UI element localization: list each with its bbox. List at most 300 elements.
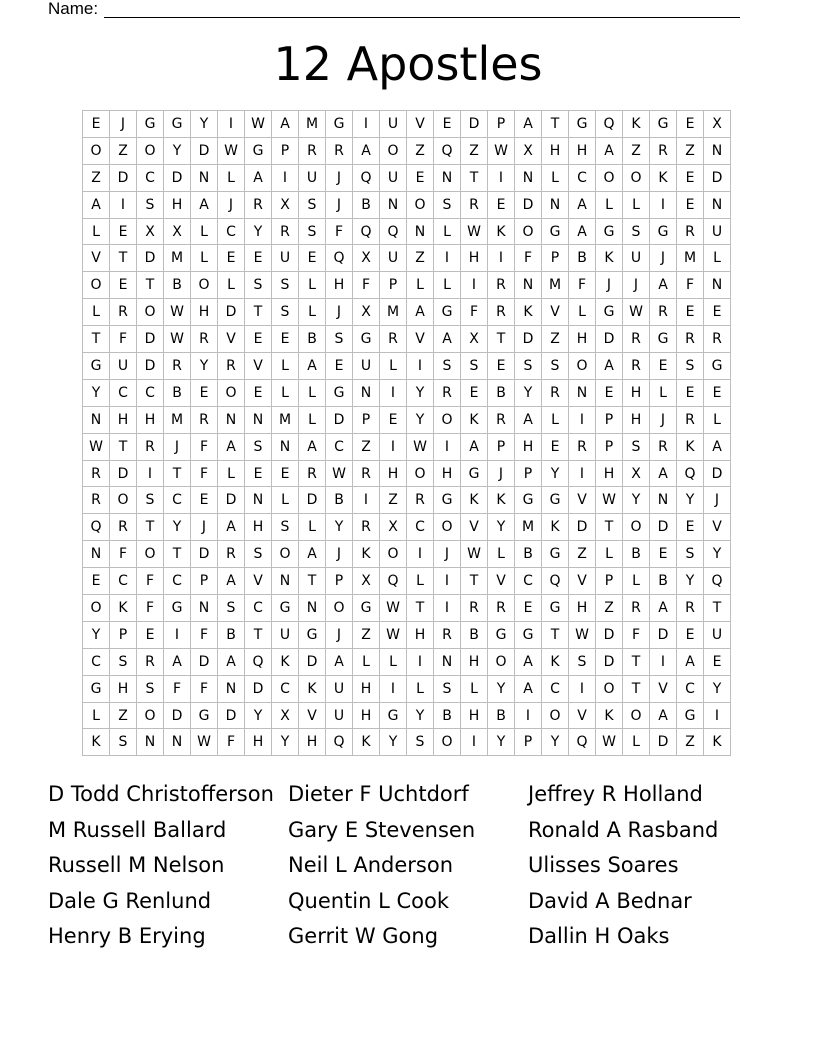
grid-cell: Z: [380, 487, 407, 514]
grid-cell: I: [110, 192, 137, 219]
grid-cell: E: [83, 111, 110, 138]
grid-cell: O: [407, 461, 434, 488]
grid-cell: R: [677, 219, 704, 246]
grid-cell: E: [704, 649, 731, 676]
grid-cell: Q: [704, 568, 731, 595]
grid-cell: O: [272, 541, 299, 568]
grid-cell: L: [299, 299, 326, 326]
grid-cell: K: [110, 595, 137, 622]
grid-cell: T: [407, 595, 434, 622]
grid-cell: A: [650, 703, 677, 730]
grid-cell: H: [353, 676, 380, 703]
word-list-item: David A Bednar: [528, 888, 692, 913]
grid-cell: W: [83, 434, 110, 461]
grid-cell: Y: [488, 514, 515, 541]
grid-cell: Y: [326, 514, 353, 541]
grid-cell: D: [596, 649, 623, 676]
name-line: [48, 0, 740, 18]
grid-cell: N: [218, 407, 245, 434]
grid-cell: V: [704, 514, 731, 541]
grid-cell: L: [380, 353, 407, 380]
grid-cell: Z: [677, 138, 704, 165]
grid-cell: T: [299, 568, 326, 595]
grid-cell: B: [515, 541, 542, 568]
grid-cell: H: [137, 407, 164, 434]
grid-cell: I: [164, 622, 191, 649]
grid-cell: E: [407, 165, 434, 192]
grid-cell: E: [137, 622, 164, 649]
grid-cell: N: [704, 138, 731, 165]
grid-cell: G: [326, 111, 353, 138]
grid-cell: N: [137, 729, 164, 756]
grid-cell: D: [218, 299, 245, 326]
grid-cell: C: [245, 595, 272, 622]
grid-cell: C: [137, 380, 164, 407]
grid-cell: Z: [353, 622, 380, 649]
grid-cell: T: [245, 622, 272, 649]
grid-cell: R: [407, 487, 434, 514]
grid-cell: X: [704, 111, 731, 138]
grid-cell: F: [353, 272, 380, 299]
grid-cell: K: [299, 676, 326, 703]
grid-cell: C: [515, 568, 542, 595]
grid-cell: K: [461, 487, 488, 514]
grid-cell: R: [434, 380, 461, 407]
grid-cell: C: [110, 380, 137, 407]
grid-cell: U: [380, 111, 407, 138]
grid-cell: S: [434, 353, 461, 380]
word-list-item: Dallin H Oaks: [528, 924, 670, 949]
grid-cell: B: [569, 245, 596, 272]
grid-cell: I: [380, 434, 407, 461]
grid-cell: R: [299, 461, 326, 488]
grid-cell: L: [623, 729, 650, 756]
grid-cell: L: [191, 219, 218, 246]
grid-cell: W: [164, 326, 191, 353]
grid-cell: L: [407, 272, 434, 299]
grid-cell: L: [407, 568, 434, 595]
grid-cell: E: [245, 461, 272, 488]
grid-cell: L: [596, 541, 623, 568]
grid-cell: J: [704, 487, 731, 514]
grid-cell: Z: [353, 434, 380, 461]
grid-cell: N: [515, 165, 542, 192]
grid-cell: T: [623, 649, 650, 676]
grid-cell: O: [596, 165, 623, 192]
grid-cell: J: [191, 514, 218, 541]
grid-cell: T: [461, 165, 488, 192]
grid-cell: F: [677, 272, 704, 299]
grid-cell: D: [650, 622, 677, 649]
grid-cell: V: [299, 703, 326, 730]
grid-cell: Y: [245, 219, 272, 246]
grid-cell: W: [218, 138, 245, 165]
grid-cell: G: [542, 487, 569, 514]
grid-cell: W: [326, 461, 353, 488]
grid-cell: K: [542, 649, 569, 676]
grid-cell: S: [461, 353, 488, 380]
grid-cell: E: [677, 299, 704, 326]
grid-cell: O: [623, 703, 650, 730]
grid-cell: S: [623, 219, 650, 246]
grid-cell: Q: [380, 219, 407, 246]
grid-cell: L: [488, 541, 515, 568]
grid-cell: B: [461, 622, 488, 649]
grid-cell: L: [218, 165, 245, 192]
grid-cell: H: [164, 192, 191, 219]
grid-cell: L: [272, 353, 299, 380]
grid-cell: A: [461, 434, 488, 461]
grid-cell: Q: [542, 568, 569, 595]
grid-cell: O: [434, 514, 461, 541]
grid-cell: Y: [623, 487, 650, 514]
grid-cell: E: [515, 595, 542, 622]
grid-cell: K: [488, 219, 515, 246]
grid-cell: G: [596, 299, 623, 326]
grid-cell: T: [164, 541, 191, 568]
grid-cell: P: [515, 461, 542, 488]
grid-cell: B: [434, 703, 461, 730]
grid-cell: F: [191, 461, 218, 488]
grid-cell: Q: [677, 461, 704, 488]
grid-cell: K: [461, 407, 488, 434]
grid-cell: A: [434, 326, 461, 353]
word-list-item: Quentin L Cook: [288, 888, 450, 913]
grid-cell: H: [407, 622, 434, 649]
grid-cell: D: [218, 487, 245, 514]
grid-cell: P: [596, 434, 623, 461]
grid-cell: C: [677, 676, 704, 703]
grid-cell: A: [83, 192, 110, 219]
grid-cell: V: [245, 353, 272, 380]
grid-cell: G: [542, 219, 569, 246]
grid-cell: R: [380, 326, 407, 353]
grid-cell: W: [596, 487, 623, 514]
grid-cell: T: [623, 676, 650, 703]
grid-cell: A: [407, 299, 434, 326]
grid-cell: I: [272, 165, 299, 192]
grid-cell: M: [272, 407, 299, 434]
grid-cell: O: [137, 541, 164, 568]
grid-cell: R: [83, 487, 110, 514]
grid-cell: U: [299, 165, 326, 192]
grid-cell: O: [218, 380, 245, 407]
grid-cell: H: [461, 703, 488, 730]
grid-cell: D: [137, 245, 164, 272]
grid-cell: I: [380, 380, 407, 407]
grid-cell: K: [272, 649, 299, 676]
grid-cell: T: [542, 622, 569, 649]
grid-cell: E: [461, 380, 488, 407]
grid-cell: A: [245, 165, 272, 192]
grid-cell: E: [191, 487, 218, 514]
grid-cell: G: [164, 595, 191, 622]
grid-cell: Y: [272, 729, 299, 756]
grid-cell: S: [218, 595, 245, 622]
grid-cell: Q: [326, 729, 353, 756]
grid-cell: U: [326, 676, 353, 703]
grid-cell: I: [434, 245, 461, 272]
grid-cell: C: [407, 514, 434, 541]
grid-cell: S: [515, 353, 542, 380]
grid-cell: M: [299, 111, 326, 138]
grid-cell: D: [515, 326, 542, 353]
grid-cell: S: [299, 219, 326, 246]
grid-cell: F: [110, 326, 137, 353]
grid-cell: C: [83, 649, 110, 676]
grid-cell: R: [191, 326, 218, 353]
grid-cell: Y: [488, 676, 515, 703]
grid-cell: O: [326, 595, 353, 622]
grid-cell: E: [596, 380, 623, 407]
grid-cell: Z: [110, 138, 137, 165]
grid-cell: V: [569, 568, 596, 595]
grid-cell: L: [407, 676, 434, 703]
grid-cell: X: [272, 192, 299, 219]
grid-cell: Z: [110, 703, 137, 730]
grid-cell: G: [434, 299, 461, 326]
grid-cell: E: [218, 245, 245, 272]
grid-cell: P: [191, 568, 218, 595]
grid-cell: N: [272, 434, 299, 461]
grid-cell: T: [596, 514, 623, 541]
grid-cell: B: [164, 380, 191, 407]
page-title: 12 Apostles: [273, 37, 543, 91]
grid-cell: L: [83, 703, 110, 730]
grid-cell: T: [245, 299, 272, 326]
grid-cell: S: [299, 192, 326, 219]
grid-cell: X: [515, 138, 542, 165]
grid-cell: K: [677, 434, 704, 461]
grid-cell: W: [569, 622, 596, 649]
grid-cell: I: [434, 595, 461, 622]
grid-cell: R: [434, 622, 461, 649]
grid-cell: J: [488, 461, 515, 488]
grid-cell: E: [677, 380, 704, 407]
grid-cell: H: [434, 461, 461, 488]
grid-cell: N: [83, 541, 110, 568]
grid-cell: A: [650, 595, 677, 622]
grid-cell: E: [110, 219, 137, 246]
grid-cell: P: [542, 245, 569, 272]
grid-cell: Z: [407, 245, 434, 272]
grid-cell: Z: [569, 541, 596, 568]
grid-cell: V: [461, 514, 488, 541]
word-search-grid: [82, 110, 731, 756]
grid-cell: T: [488, 326, 515, 353]
grid-cell: C: [218, 219, 245, 246]
grid-cell: D: [299, 649, 326, 676]
grid-cell: S: [623, 434, 650, 461]
grid-cell: T: [704, 595, 731, 622]
grid-cell: J: [650, 245, 677, 272]
grid-cell: I: [407, 649, 434, 676]
grid-cell: W: [461, 219, 488, 246]
grid-cell: Z: [461, 138, 488, 165]
grid-cell: T: [83, 326, 110, 353]
grid-cell: S: [569, 649, 596, 676]
grid-cell: F: [461, 299, 488, 326]
grid-cell: N: [515, 272, 542, 299]
grid-cell: Y: [83, 622, 110, 649]
grid-cell: K: [542, 514, 569, 541]
grid-cell: E: [677, 192, 704, 219]
grid-cell: G: [677, 703, 704, 730]
grid-cell: S: [434, 192, 461, 219]
grid-cell: I: [353, 487, 380, 514]
grid-cell: T: [137, 514, 164, 541]
grid-cell: H: [353, 703, 380, 730]
grid-cell: V: [488, 568, 515, 595]
grid-cell: O: [623, 165, 650, 192]
grid-cell: E: [704, 380, 731, 407]
grid-cell: V: [245, 568, 272, 595]
grid-cell: B: [218, 622, 245, 649]
grid-cell: B: [488, 380, 515, 407]
grid-cell: E: [110, 272, 137, 299]
grid-cell: O: [434, 729, 461, 756]
grid-cell: E: [272, 326, 299, 353]
grid-cell: H: [569, 326, 596, 353]
grid-cell: R: [569, 434, 596, 461]
grid-cell: H: [245, 514, 272, 541]
grid-cell: L: [191, 245, 218, 272]
grid-cell: Y: [191, 353, 218, 380]
grid-cell: W: [164, 299, 191, 326]
grid-cell: E: [245, 245, 272, 272]
grid-cell: S: [137, 192, 164, 219]
grid-cell: U: [110, 353, 137, 380]
grid-cell: Y: [704, 676, 731, 703]
grid-cell: C: [326, 434, 353, 461]
grid-cell: G: [542, 541, 569, 568]
grid-cell: I: [650, 192, 677, 219]
grid-cell: A: [515, 111, 542, 138]
grid-cell: A: [650, 461, 677, 488]
grid-cell: V: [218, 326, 245, 353]
grid-cell: D: [596, 326, 623, 353]
grid-cell: Y: [677, 568, 704, 595]
grid-cell: K: [650, 165, 677, 192]
grid-cell: I: [353, 111, 380, 138]
grid-cell: R: [110, 299, 137, 326]
grid-cell: F: [191, 622, 218, 649]
grid-cell: D: [218, 703, 245, 730]
grid-cell: L: [623, 568, 650, 595]
grid-cell: I: [434, 434, 461, 461]
grid-cell: R: [488, 272, 515, 299]
grid-cell: X: [353, 568, 380, 595]
grid-cell: O: [137, 299, 164, 326]
grid-cell: V: [407, 111, 434, 138]
grid-cell: O: [623, 514, 650, 541]
grid-cell: Y: [164, 514, 191, 541]
grid-cell: E: [677, 514, 704, 541]
grid-cell: W: [407, 434, 434, 461]
grid-cell: X: [380, 514, 407, 541]
word-list-item: Gary E Stevensen: [288, 817, 476, 842]
grid-cell: R: [218, 541, 245, 568]
grid-cell: R: [137, 649, 164, 676]
grid-cell: M: [164, 407, 191, 434]
grid-cell: E: [677, 165, 704, 192]
grid-cell: L: [353, 649, 380, 676]
grid-cell: I: [488, 165, 515, 192]
grid-cell: D: [461, 111, 488, 138]
grid-cell: Q: [596, 111, 623, 138]
grid-cell: N: [569, 380, 596, 407]
grid-cell: G: [704, 353, 731, 380]
grid-cell: R: [704, 326, 731, 353]
grid-cell: J: [596, 272, 623, 299]
grid-cell: A: [596, 353, 623, 380]
grid-cell: G: [380, 703, 407, 730]
grid-cell: R: [461, 595, 488, 622]
grid-cell: G: [353, 595, 380, 622]
grid-cell: K: [704, 729, 731, 756]
grid-cell: L: [623, 192, 650, 219]
grid-cell: Z: [596, 595, 623, 622]
grid-cell: X: [353, 299, 380, 326]
grid-cell: R: [137, 434, 164, 461]
grid-cell: W: [623, 299, 650, 326]
grid-cell: Y: [407, 380, 434, 407]
grid-cell: L: [569, 299, 596, 326]
grid-cell: R: [650, 299, 677, 326]
grid-cell: U: [704, 219, 731, 246]
grid-cell: G: [650, 326, 677, 353]
grid-cell: E: [83, 568, 110, 595]
grid-cell: Y: [191, 111, 218, 138]
grid-cell: R: [623, 353, 650, 380]
grid-cell: L: [83, 219, 110, 246]
grid-cell: O: [380, 541, 407, 568]
grid-cell: A: [164, 649, 191, 676]
grid-cell: R: [542, 380, 569, 407]
grid-cell: B: [650, 568, 677, 595]
grid-cell: E: [677, 622, 704, 649]
grid-cell: G: [488, 622, 515, 649]
grid-cell: O: [434, 407, 461, 434]
grid-cell: W: [596, 729, 623, 756]
grid-cell: F: [569, 272, 596, 299]
grid-cell: N: [353, 380, 380, 407]
grid-cell: P: [380, 272, 407, 299]
grid-cell: K: [83, 729, 110, 756]
grid-cell: I: [569, 407, 596, 434]
grid-cell: A: [218, 649, 245, 676]
grid-cell: A: [326, 649, 353, 676]
word-list-item: Gerrit W Gong: [288, 924, 439, 949]
grid-cell: A: [569, 192, 596, 219]
grid-cell: N: [218, 676, 245, 703]
grid-cell: O: [380, 138, 407, 165]
grid-cell: L: [299, 380, 326, 407]
grid-cell: Y: [380, 729, 407, 756]
grid-cell: W: [461, 541, 488, 568]
grid-cell: Z: [677, 729, 704, 756]
grid-cell: H: [623, 407, 650, 434]
grid-cell: N: [434, 165, 461, 192]
grid-cell: R: [110, 514, 137, 541]
grid-cell: S: [110, 649, 137, 676]
grid-cell: N: [164, 729, 191, 756]
grid-cell: C: [272, 676, 299, 703]
grid-cell: O: [83, 595, 110, 622]
grid-cell: J: [218, 192, 245, 219]
grid-cell: S: [245, 272, 272, 299]
grid-cell: G: [245, 138, 272, 165]
